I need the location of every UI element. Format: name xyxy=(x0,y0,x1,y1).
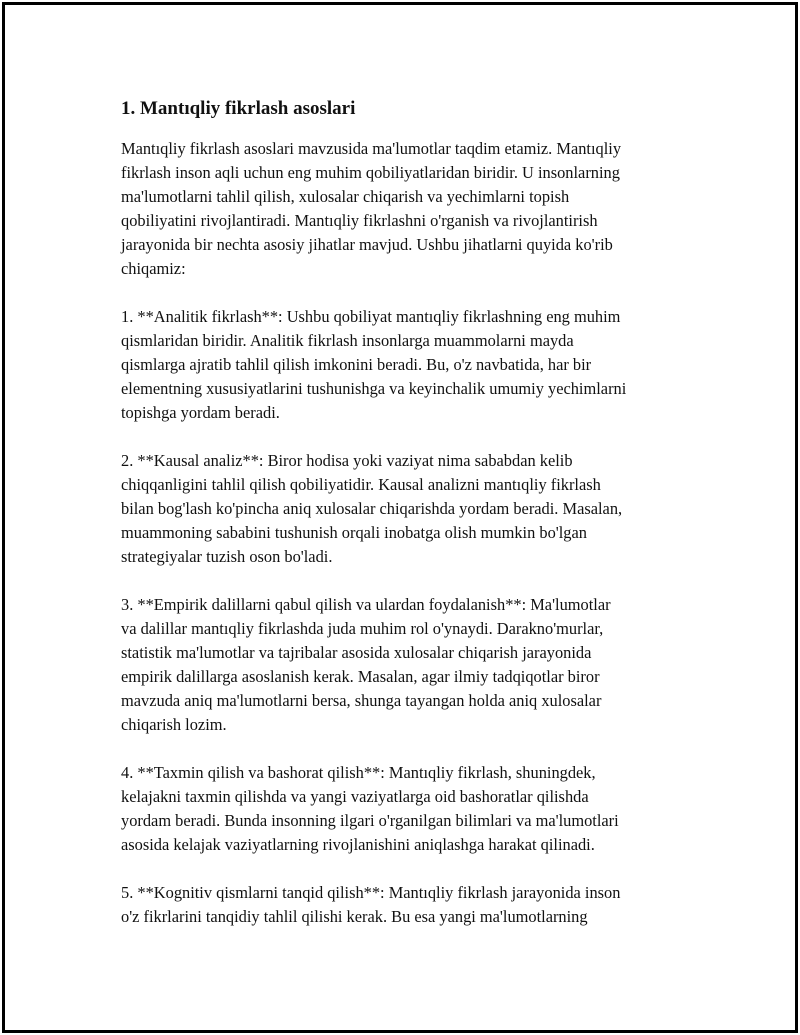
document-body xyxy=(121,95,701,953)
paragraph-kognitiv-tanqid: 5. **Kognitiv qismlarni tanqid qilish**: Mantıqliy fikrlash jarayonida inson o'z fikrlarini tanqidiy tahlil qilishi kerak. Bu esa yangi ma'lumotlarning xyxy=(121,883,621,926)
paragraph-analitik-fikrlash: 1. **Analitik fikrlash**: Ushbu qobiliyat mantıqliy fikrlashning eng muhim qismlaridan biridir. Analitik fikrlash insonlarga muammolarni mayda qismlarga ajratib tahlil qilish imkonini beradi. Bu, o'z navbatida, har bir elementning xususiyatlarini tushunishga va keyinchalik umumiy yechimlarni topishga yordam beradi. xyxy=(121,307,627,422)
paragraph-kausal-analiz: 2. **Kausal analiz**: Biror hodisa yoki vaziyat nima sababdan kelib chiqqanligini tahlil qilish qobiliyatidir. Kausal analizni mantıqliy fikrlash bilan bog'lash ko'pincha aniq xulosalar chiqarishda yordam beradi. Masalan, muammoning sababini tushunish orqali inobatga olish mumkin bo'lgan strategiyalar tuzish oson bo'ladi. xyxy=(121,451,623,566)
paragraph-taxmin-bashorat: 4. **Taxmin qilish va bashorat qilish**: Mantıqliy fikrlash, shuningdek, kelajakni taxmin qilishda va yangi vaziyatlarga oid bashoratlar qilishda yordam beradi. Bunda insonning ilgari o'rganilgan bilimlari va ma'lumotlari asosida kelajak vaziyatlarning rivojlanishini aniqlashga harakat qilinadi. xyxy=(121,763,619,854)
page-frame xyxy=(2,2,798,1033)
paragraph-empirik-dalillar: 3. **Empirik dalillarni qabul qilish va ulardan foydalanish**: Ma'lumotlar va dalillar mantıqliy fikrlashda juda muhim rol o'ynaydi. Darakno'murlar, statistik ma'lumotlar va tajribalar asosida xulosalar chiqarish jarayonida empirik dalillarga asoslanish kerak. Masalan, agar ilmiy tadqiqotlar biror mavzuda aniq ma'lumotlarni bersa, shunga tayangan holda aniq xulosalar chiqarish lozim. xyxy=(121,595,611,734)
document-title: 1. Mantıqliy fikrlash asoslari xyxy=(121,98,356,119)
intro-paragraph: Mantıqliy fikrlash asoslari mavzusida ma'lumotlar taqdim etamiz. Mantıqliy fikrlash inson aqli uchun eng muhim qobiliyatlaridan biridir. U insonlarning ma'lumotlarni tahlil qilish, xulosalar chiqarish va yechimlarni topish qobiliyatini rivojlantiradi. Mantıqliy fikrlashni o'rganish va rivojlantirish jarayonida bir nechta asosiy jihatlar mavjud. Ushbu jihatlarni quyida ko'rib chiqamiz: xyxy=(121,139,622,278)
